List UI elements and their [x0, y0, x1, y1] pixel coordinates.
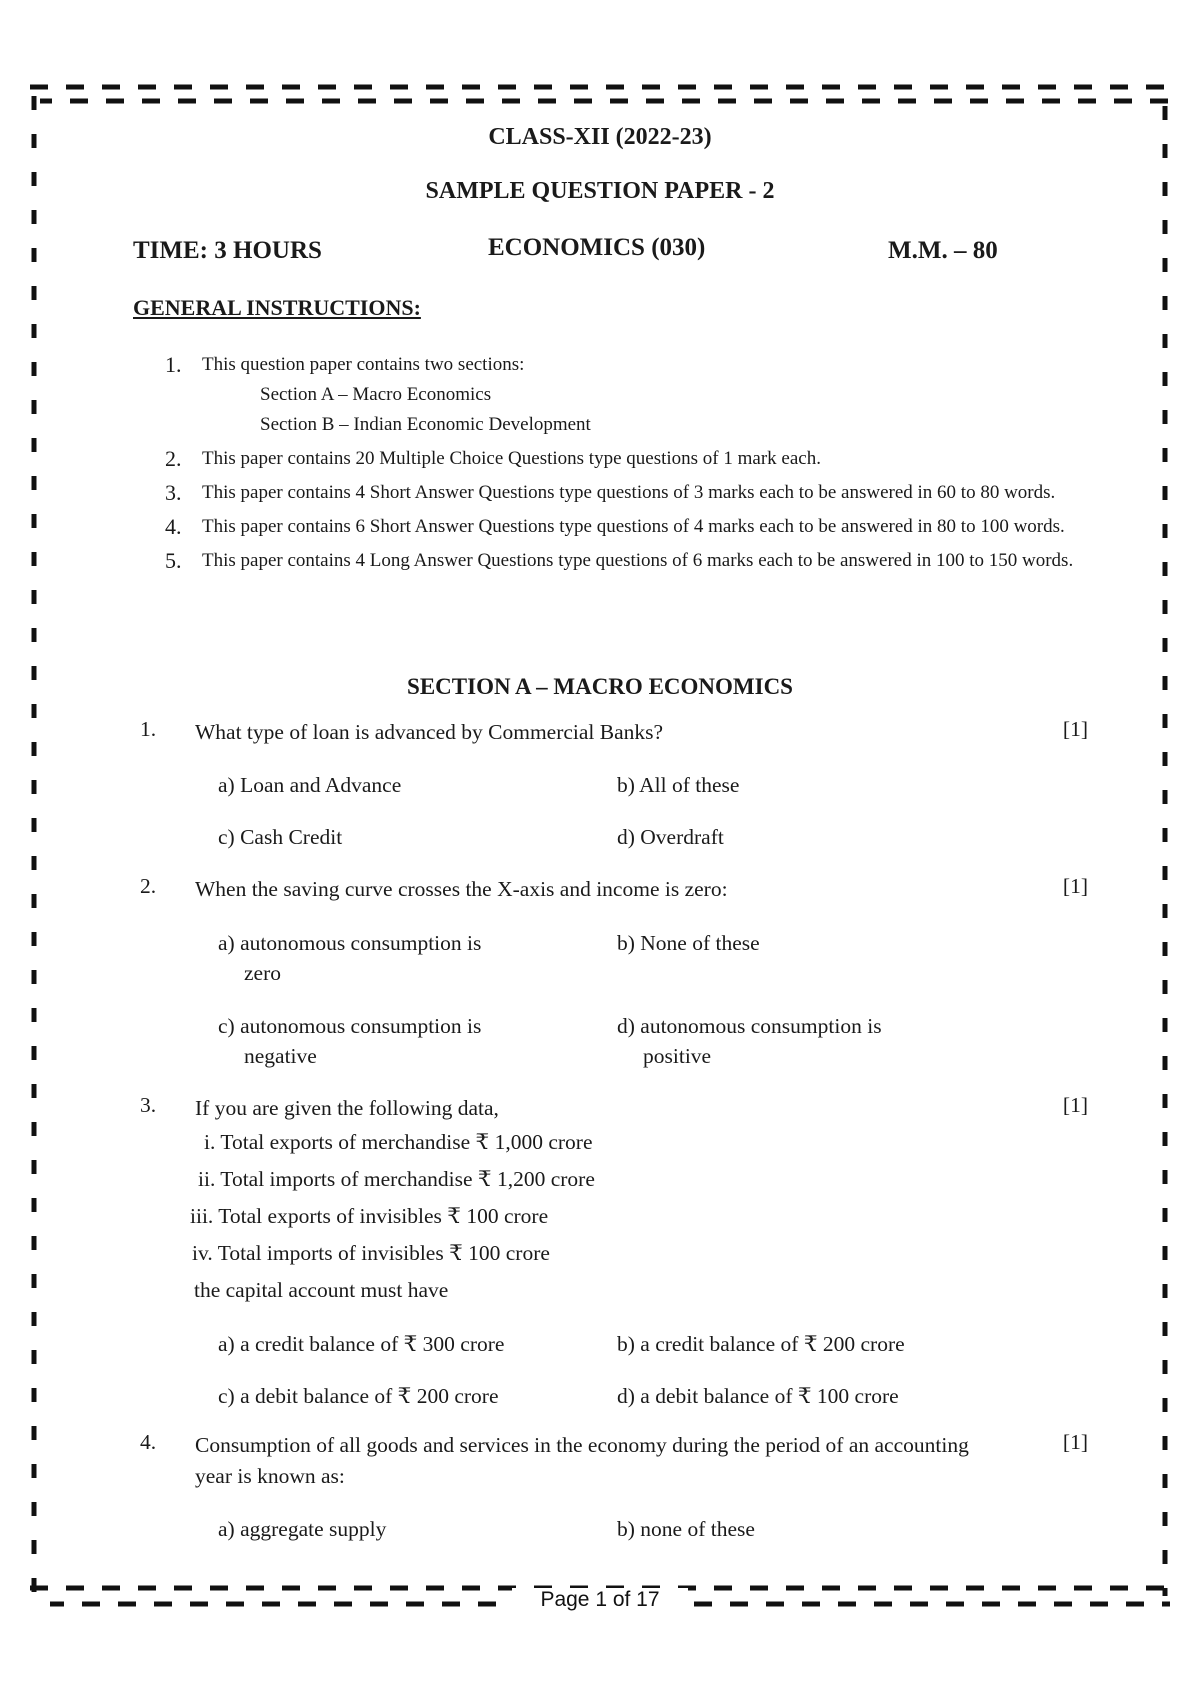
- option-c: c) autonomous consumption is negative: [218, 1014, 482, 1068]
- data-item: i. Total exports of merchandise ₹ 1,000 crore: [204, 1130, 593, 1154]
- section-a-heading: SECTION A – MACRO ECONOMICS: [407, 674, 793, 699]
- general-instructions-heading: GENERAL INSTRUCTIONS:: [133, 295, 421, 320]
- question-marks: [1]: [1062, 717, 1088, 741]
- page-border-right: [1158, 96, 1170, 1596]
- instruction-item: 3. This paper contains 4 Short Answer Questions type questions of 3 marks each to be answered in 60 to 80 words.: [165, 480, 1056, 505]
- page-border-top: [30, 82, 1170, 106]
- option-d: d) Overdraft: [617, 825, 724, 849]
- page-border-left: [30, 96, 42, 1596]
- option-c: c) a debit balance of ₹ 200 crore: [218, 1384, 499, 1408]
- option-a: a) autonomous consumption is zero: [218, 931, 482, 985]
- data-item: iii. Total exports of invisibles ₹ 100 crore: [190, 1204, 549, 1228]
- option-d: d) a debit balance of ₹ 100 crore: [617, 1384, 899, 1408]
- class-line: CLASS-XII (2022-23): [488, 124, 712, 150]
- section-a-note: Section A – Macro Economics: [260, 384, 492, 405]
- instruction-item: 5. This paper contains 4 Long Answer Questions type questions of 6 marks each to be answered in 100 to 150 words.: [165, 548, 1074, 573]
- subject-label: ECONOMICS (030): [488, 234, 706, 261]
- question-text: Consumption of all goods and services in the economy during the period of an accounting year is known as:: [195, 1433, 969, 1488]
- question-3-data: [190, 1124, 595, 1309]
- question-number: 1.: [140, 717, 157, 741]
- data-item: ii. Total imports of merchandise ₹ 1,200 crore: [198, 1167, 595, 1191]
- option-c: c) Cash Credit: [218, 825, 343, 849]
- page-number: Page 1 of 17: [0, 1588, 1200, 1612]
- option-b: b) None of these: [617, 931, 760, 955]
- max-marks-label: M.M. – 80: [888, 237, 998, 264]
- instruction-item: 4. This paper contains 6 Short Answer Questions type questions of 4 marks each to be answered in 80 to 100 words.: [165, 514, 1065, 539]
- section-b-note: Section B – Indian Economic Development: [260, 414, 591, 435]
- question-marks: [1]: [1062, 1093, 1088, 1117]
- question-number: 2.: [140, 874, 157, 898]
- instruction-item: 1. This question paper contains two sections:: [165, 352, 525, 377]
- option-d: d) autonomous consumption is positive: [617, 1014, 882, 1068]
- option-a: a) a credit balance of ₹ 300 crore: [218, 1332, 505, 1356]
- question-marks: [1]: [1062, 874, 1088, 898]
- time-label: TIME: 3 HOURS: [133, 237, 322, 264]
- instructions-list: [165, 350, 1085, 576]
- data-item: iv. Total imports of invisibles ₹ 100 crore: [192, 1241, 550, 1265]
- question-number: 4.: [140, 1430, 157, 1454]
- question-marks: [1]: [1062, 1430, 1088, 1454]
- option-a: a) Loan and Advance: [218, 773, 402, 797]
- question-text: When the saving curve crosses the X-axis and income is zero:: [195, 877, 728, 901]
- instruction-item: 2. This paper contains 20 Multiple Choice Questions type questions of 1 mark each.: [165, 446, 821, 471]
- question-text: What type of loan is advanced by Commercial Banks?: [195, 720, 664, 744]
- data-item: the capital account must have: [194, 1278, 449, 1302]
- question-text: If you are given the following data,: [195, 1096, 499, 1120]
- option-b: b) none of these: [617, 1517, 755, 1541]
- question-number: 3.: [140, 1093, 157, 1117]
- option-a: a) aggregate supply: [218, 1517, 387, 1541]
- paper-title: SAMPLE QUESTION PAPER - 2: [425, 178, 775, 204]
- option-b: b) All of these: [617, 773, 740, 797]
- option-b: b) a credit balance of ₹ 200 crore: [617, 1332, 905, 1356]
